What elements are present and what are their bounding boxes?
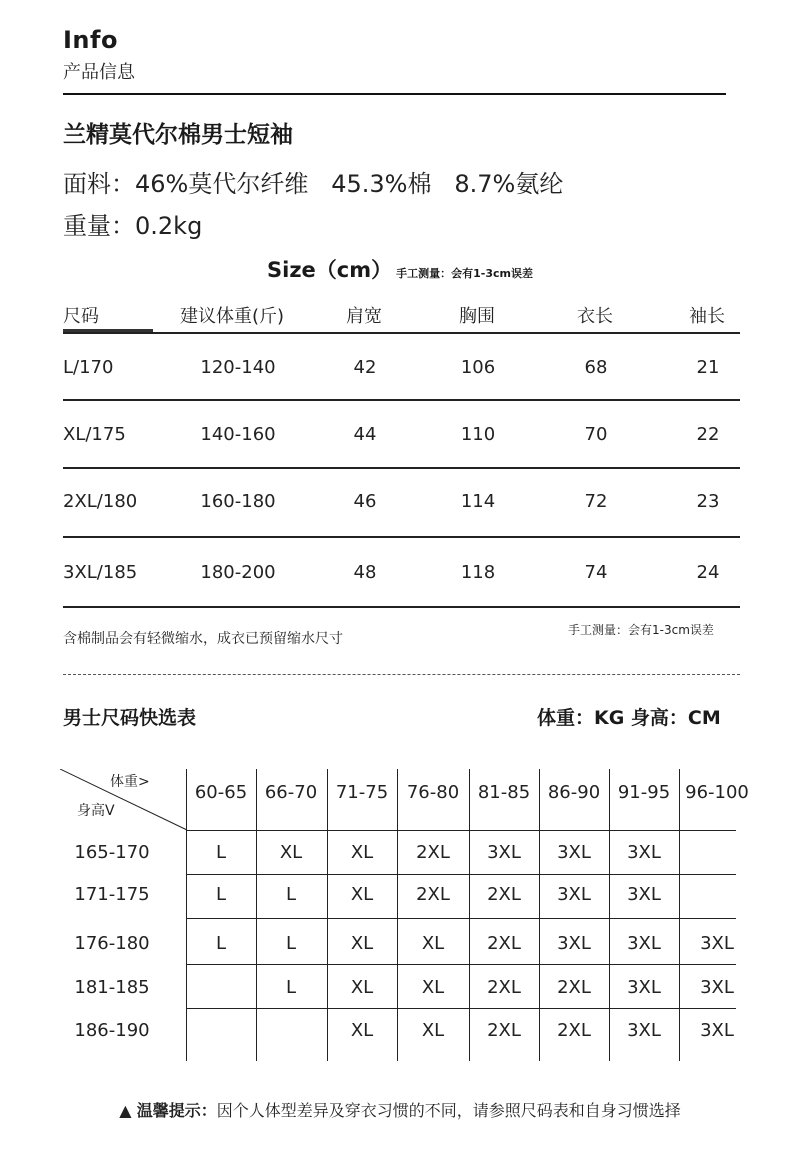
corner-diagonal [60, 769, 188, 831]
size-label-cell: 2XL/180 [63, 491, 138, 512]
size-value-cell: 70 [584, 424, 608, 445]
height-range-label: 171-175 [74, 884, 150, 905]
size-col-header: 建议体重(斤) [180, 306, 285, 327]
size-label-cell: 3XL/185 [63, 562, 138, 583]
quick-col-divider [397, 769, 398, 1061]
weight-range-header: 96-100 [685, 782, 749, 803]
weight-value: 0.2kg [135, 212, 203, 240]
size-title: Size（cm） [267, 258, 393, 282]
weight-range-header: 66-70 [264, 782, 318, 803]
quick-col-divider [609, 769, 610, 1061]
weight-range-header: 86-90 [547, 782, 601, 803]
size-value-cell: 22 [696, 424, 720, 445]
size-value-cell: 21 [696, 357, 720, 378]
size-value-cell: 106 [460, 357, 496, 378]
tip-text: 因个人体型差异及穿衣习惯的不同，请参照尺码表和自身习惯选择 [216, 1101, 681, 1120]
recommended-size-cell: 2XL [487, 977, 521, 998]
product-weight [63, 206, 202, 241]
size-heading [0, 254, 800, 284]
fabric-part: 45.3%棉 [331, 170, 432, 198]
recommended-size-cell: XL [350, 933, 374, 954]
warning-icon: ▲ [119, 1101, 132, 1120]
tip-banner [0, 1098, 800, 1121]
weight-label: 重量： [63, 212, 135, 240]
height-range-label: 165-170 [74, 842, 150, 863]
recommended-size-cell: 3XL [487, 842, 521, 863]
recommended-size-cell: 2XL [416, 884, 450, 905]
weight-range-header: 81-85 [477, 782, 531, 803]
recommended-size-cell: 2XL [557, 1020, 591, 1041]
measure-note-bottom: 手工测量：会有1-3cm误差 [568, 623, 714, 637]
recommended-size-cell: L [215, 884, 227, 905]
size-row-divider [63, 399, 740, 401]
quick-row-divider [186, 918, 736, 919]
weight-range-header: 60-65 [194, 782, 248, 803]
recommended-size-cell: 3XL [627, 933, 661, 954]
size-value-cell: 140-160 [200, 424, 276, 445]
recommended-size-cell: 3XL [627, 977, 661, 998]
size-row-divider [63, 332, 740, 334]
recommended-size-cell: 3XL [557, 842, 591, 863]
recommended-size-cell: 2XL [416, 842, 450, 863]
height-range-label: 176-180 [74, 933, 150, 954]
size-col-header: 肩宽 [346, 306, 382, 327]
weight-range-header: 91-95 [617, 782, 671, 803]
recommended-size-cell: 3XL [557, 884, 591, 905]
recommended-size-cell: L [215, 842, 227, 863]
dashed-divider [63, 674, 740, 675]
corner-height-label: 身高V [77, 803, 115, 819]
tip-label: 温馨提示： [136, 1101, 217, 1120]
quick-col-divider [679, 769, 680, 1061]
recommended-size-cell: XL [421, 1020, 445, 1041]
size-value-cell: 110 [460, 424, 496, 445]
recommended-size-cell: 2XL [557, 977, 591, 998]
quick-col-divider [539, 769, 540, 1061]
recommended-size-cell: XL [350, 842, 374, 863]
size-value-cell: 74 [584, 562, 608, 583]
size-row-divider [63, 467, 740, 469]
recommended-size-cell: 3XL [627, 884, 661, 905]
size-value-cell: 44 [353, 424, 377, 445]
quick-col-divider [186, 769, 187, 1061]
fabric-composition [63, 164, 563, 199]
recommended-size-cell: L [285, 933, 297, 954]
recommended-size-cell: XL [350, 1020, 374, 1041]
size-col-header: 衣长 [577, 306, 613, 327]
quick-table-title: 男士尺码快选表 [63, 707, 197, 729]
size-value-cell: 72 [584, 491, 608, 512]
quick-col-divider [256, 769, 257, 1061]
corner-weight-label: 体重> [110, 774, 150, 790]
recommended-size-cell: 3XL [700, 1020, 734, 1041]
quick-row-divider [186, 964, 736, 965]
size-value-cell: 118 [460, 562, 496, 583]
size-col-header: 胸围 [459, 306, 495, 327]
size-col-header: 袖长 [689, 306, 725, 327]
size-value-cell: 120-140 [200, 357, 276, 378]
quick-col-divider [469, 769, 470, 1061]
size-value-cell: 160-180 [200, 491, 276, 512]
recommended-size-cell: 3XL [700, 933, 734, 954]
header-divider [63, 93, 726, 95]
size-value-cell: 68 [584, 357, 608, 378]
recommended-size-cell: L [215, 933, 227, 954]
fabric-part: 8.7%氨纶 [454, 170, 564, 198]
size-row-divider [63, 606, 740, 608]
size-value-cell: 23 [696, 491, 720, 512]
height-range-label: 181-185 [74, 977, 150, 998]
product-name: 兰精莫代尔棉男士短袖 [63, 122, 293, 148]
quick-row-divider [186, 874, 736, 875]
quick-row-divider [186, 830, 736, 831]
size-row-divider [63, 536, 740, 538]
recommended-size-cell: XL [350, 977, 374, 998]
recommended-size-cell: 3XL [700, 977, 734, 998]
size-value-cell: 24 [696, 562, 720, 583]
recommended-size-cell: XL [421, 977, 445, 998]
size-label-cell: XL/175 [63, 424, 126, 445]
quick-col-divider [327, 769, 328, 1061]
fabric-part: 46%莫代尔纤维 [135, 170, 309, 198]
recommended-size-cell: 2XL [487, 884, 521, 905]
quick-table-units: 体重：KG 身高：CM [537, 707, 721, 729]
recommended-size-cell: XL [350, 884, 374, 905]
quick-row-divider [186, 1008, 736, 1009]
weight-range-header: 71-75 [335, 782, 389, 803]
size-value-cell: 42 [353, 357, 377, 378]
fabric-label: 面料： [63, 170, 135, 198]
recommended-size-cell: 3XL [627, 842, 661, 863]
size-value-cell: 114 [460, 491, 496, 512]
size-col-header: 尺码 [63, 306, 99, 327]
recommended-size-cell: L [285, 977, 297, 998]
height-range-label: 186-190 [74, 1020, 150, 1041]
recommended-size-cell: XL [279, 842, 303, 863]
info-title-cn: 产品信息 [63, 62, 135, 83]
recommended-size-cell: 3XL [627, 1020, 661, 1041]
recommended-size-cell: 2XL [487, 933, 521, 954]
info-title-en: Info [63, 26, 118, 54]
size-value-cell: 46 [353, 491, 377, 512]
recommended-size-cell: 3XL [557, 933, 591, 954]
size-measure-note: 手工测量：会有1-3cm误差 [396, 267, 533, 280]
size-value-cell: 48 [353, 562, 377, 583]
recommended-size-cell: XL [421, 933, 445, 954]
recommended-size-cell: L [285, 884, 297, 905]
recommended-size-cell: 2XL [487, 1020, 521, 1041]
size-label-cell: L/170 [63, 357, 114, 378]
weight-range-header: 76-80 [406, 782, 460, 803]
shrink-note: 含棉制品会有轻微缩水，成衣已预留缩水尺寸 [63, 631, 343, 647]
size-value-cell: 180-200 [200, 562, 276, 583]
